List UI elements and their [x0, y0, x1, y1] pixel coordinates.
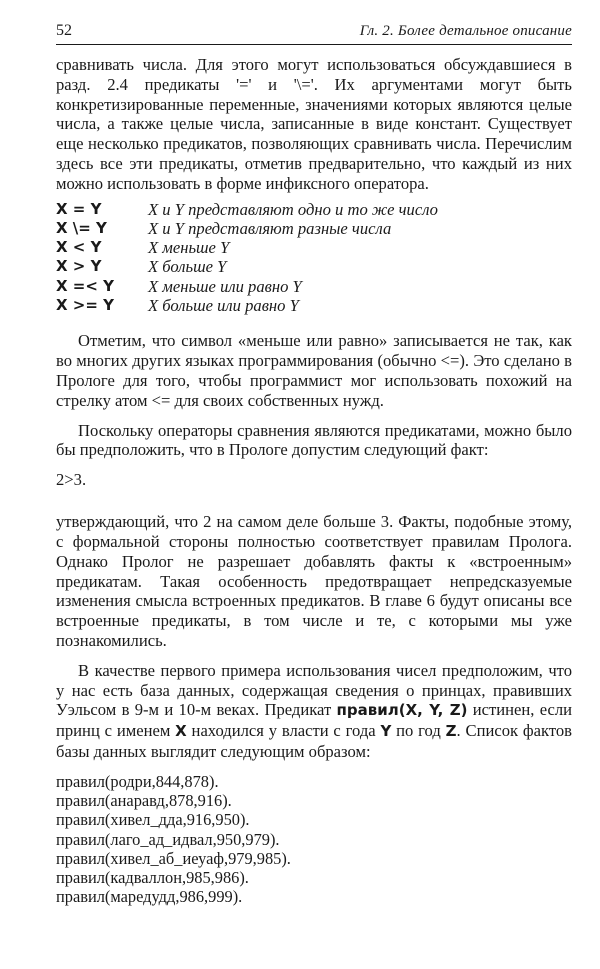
predicate-description: X и Y представляют разные числа — [148, 218, 392, 238]
paragraph-comparison-predicates: Поскольку операторы сравнения являются предикатами, можно было бы предположить, что в Прологе допустим следующий факт: — [56, 420, 572, 460]
predicate-row — [56, 238, 572, 257]
text-span: В качестве первого примера использования чисел предположим, что у нас есть база данных, содержащая сведения о принцах, правивших Уэльсом в 9-м и 10-м веках. Предикат — [56, 660, 572, 720]
fact-line: правил(анаравд,878,916). — [56, 791, 232, 810]
running-title: Гл. 2. Более детальное описание — [359, 23, 572, 39]
fact-line: правил(родри,844,878). — [56, 771, 219, 791]
paragraph-continuation: сравнивать числа. Для этого могут использоваться обсуждавшиеся в разд. 2.4 предикаты '=' и '\='. Их аргументами могут быть конкретизированные переменные, значениями которых являются целые числа, а также целые числа, записанные в виде констант. Существует еще несколько предикатов, позволяющих сравнивать числа. Перечислим здесь все эти предикаты, отметив предварительно, что каждый из них можно использовать в форме инфиксного оператора. — [56, 55, 572, 193]
predicate-operator: X >= Y — [56, 296, 115, 315]
text-span: по год — [391, 721, 446, 741]
predicate-operator: X > Y — [56, 257, 102, 276]
predicate-operator: X = Y — [56, 199, 102, 218]
predicate-operator: X < Y — [56, 238, 102, 257]
predicate-description: X меньше Y — [148, 238, 230, 258]
predicate-description: X больше или равно Y — [148, 296, 299, 316]
header-rule — [56, 44, 572, 45]
predicate-description: X больше Y — [148, 257, 227, 277]
predicate-row — [56, 219, 572, 238]
predicate-list — [56, 200, 572, 316]
predicate-row — [56, 257, 572, 276]
fact-line: правил(маредудд,986,999). — [56, 887, 243, 907]
paragraph-less-or-equal: Отметим, что символ «меньше или равно» записывается не так, как во многих других языках программирования (обычно <=). Это сделано в Прологе для того, чтобы программист мог использовать похожий на стрелку атом <= для своих собственных нужд. — [56, 331, 572, 410]
text-span: находился у власти с года — [186, 721, 381, 741]
example-fact: 2>3. — [56, 470, 87, 490]
predicate-row — [56, 296, 572, 315]
predicate-row — [56, 200, 572, 219]
page-number: 52 — [56, 22, 72, 39]
term-z: Z — [445, 722, 457, 741]
predicate-row — [56, 277, 572, 296]
predicate-description: X и Y представляют одно и то же число — [148, 199, 438, 219]
page-header — [56, 22, 572, 44]
paragraph-first-example — [56, 661, 572, 762]
text-span: . Список фактов базы данных выглядит следующим образом: — [56, 721, 573, 761]
term-x: X — [175, 722, 187, 741]
predicate-operator: X \= Y — [56, 218, 107, 237]
term-y: Y — [380, 722, 392, 741]
term-ruled: правил(X, Y, Z) — [336, 701, 468, 720]
fact-line: правил(лаго_ад_идвал,950,979). — [56, 829, 280, 849]
predicate-description: X меньше или равно Y — [148, 276, 302, 296]
text-span: истинен, если принц с именем — [56, 700, 572, 741]
paragraph-builtin-facts: утверждающий, что 2 на самом деле больше 3. Факты, подобные этому, с формальной стороны полностью соответствует правилам Пролога. Однако Пролог не разрешает добавлять факты к «встроенным» предикатам. Такая особенность предотвращает непредсказуемые изменения смысла встроенных предикатов. В главе 6 будут описаны все встроенные предикаты, в том числе и те, с которыми мы уже познакомились. — [56, 512, 572, 650]
fact-line: правил(хивел_аб_иеуаф,979,985). — [56, 848, 291, 868]
fact-line: правил(кадваллон,985,986). — [56, 868, 249, 888]
predicate-operator: X =< Y — [56, 276, 115, 295]
fact-list — [56, 772, 572, 907]
fact-line: правил(хивел_дда,916,950). — [56, 810, 250, 830]
